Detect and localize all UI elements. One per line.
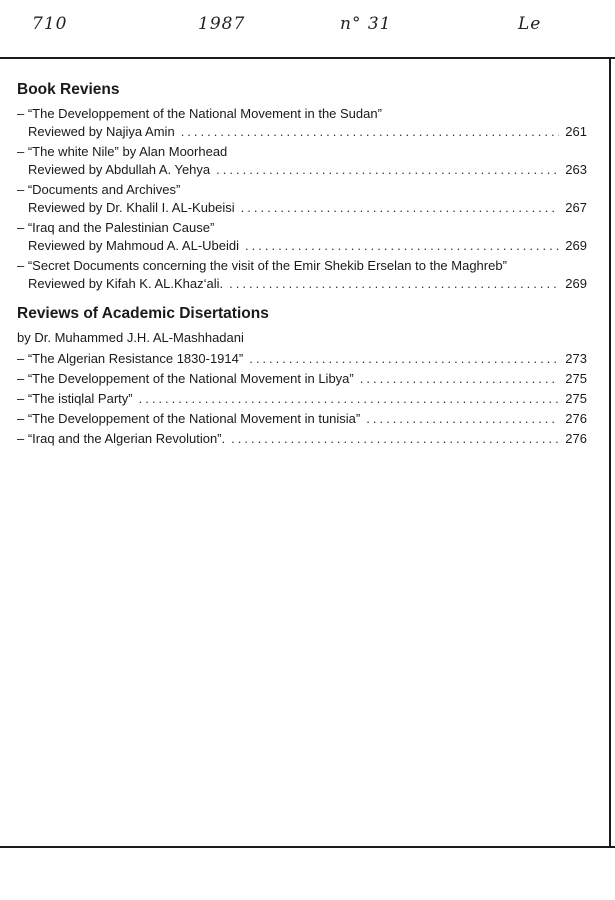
entry-title: – “The istiqlal Party” [17,391,133,406]
dot-leader [139,390,559,408]
book-review-entry [17,257,587,293]
entry-line [17,430,587,448]
entry-title: – “The Developpement of the National Movement in the Sudan” [17,106,382,121]
entry-page-number: 269 [565,238,587,253]
frame-top-rule [0,57,615,59]
entry-title: – “Documents and Archives” [17,182,181,197]
entry-reviewer: Reviewed by Dr. Khalil I. AL-Kubeisi [28,200,235,215]
entry-line [17,390,587,408]
dot-leader [231,430,559,448]
book-review-entry [17,105,587,141]
entry-page-number: 276 [565,411,587,426]
dot-leader [360,370,559,388]
entry-reviewer: Reviewed by Najiya Amin [28,124,175,139]
handwritten-note-3: n° 31 [340,14,392,34]
book-review-entry [17,181,587,217]
academic-review-entry [17,390,587,408]
entry-reviewer-line [17,237,587,255]
book-review-entry [17,219,587,255]
academic-review-entry [17,410,587,428]
entry-page-number: 263 [565,162,587,177]
entry-line [17,350,587,368]
entry-page-number: 267 [565,200,587,215]
entry-title: – “Iraq and the Palestinian Cause” [17,220,215,235]
dot-leader [216,161,559,179]
entry-page-number: 275 [565,371,587,386]
entry-reviewer-line [17,199,587,217]
entry-reviewer-line [17,123,587,141]
frame-bottom-rule [0,846,615,848]
entry-page-number: 276 [565,431,587,446]
academic-review-entry [17,430,587,448]
handwritten-note-4: Le [518,14,542,34]
entry-title: – “Secret Documents concerning the visit of the Emir Shekib Erselan to the Maghreb” [17,258,507,273]
entry-title: – “The Algerian Resistance 1830-1914” [17,351,244,366]
entry-reviewer: Reviewed by Abdullah A. Yehya [28,162,211,177]
academic-review-entry [17,350,587,368]
dot-leader [249,350,559,368]
book-reviews-heading: Book Reviens [17,81,120,98]
entry-title: – “Iraq and the Algerian Revolution”. [17,431,226,446]
dot-leader [366,410,559,428]
entry-page-number: 269 [565,276,587,291]
book-review-entry [17,143,587,179]
entry-title: – “The Developpement of the National Movement in tunisia” [17,411,361,426]
entry-title: – “The Developpement of the National Movement in Libya” [17,371,354,386]
dot-leader [241,199,559,217]
entry-title: – “The white Nile” by Alan Moorhead [17,144,228,159]
handwritten-note-1: 710 [32,14,68,34]
academic-reviews-heading: Reviews of Academic Disertations [17,305,269,322]
entry-page-number: 275 [565,391,587,406]
academic-reviews-author: by Dr. Muhammed J.H. AL-Mashhadani [17,330,244,345]
academic-review-entry [17,370,587,388]
entry-line [17,410,587,428]
frame-right-rule [609,57,611,847]
entry-line [17,370,587,388]
dot-leader [229,275,559,293]
dot-leader [181,123,559,141]
handwritten-note-2: 1987 [198,14,246,34]
entry-reviewer-line [17,275,587,293]
entry-reviewer: Reviewed by Kifah K. AL.Khaz‘ali. [28,276,224,291]
dot-leader [245,237,559,255]
entry-page-number: 261 [565,124,587,139]
entry-page-number: 273 [565,351,587,366]
entry-reviewer: Reviewed by Mahmoud A. AL-Ubeidi [28,238,240,253]
table-of-contents [17,80,587,450]
entry-reviewer-line [17,161,587,179]
